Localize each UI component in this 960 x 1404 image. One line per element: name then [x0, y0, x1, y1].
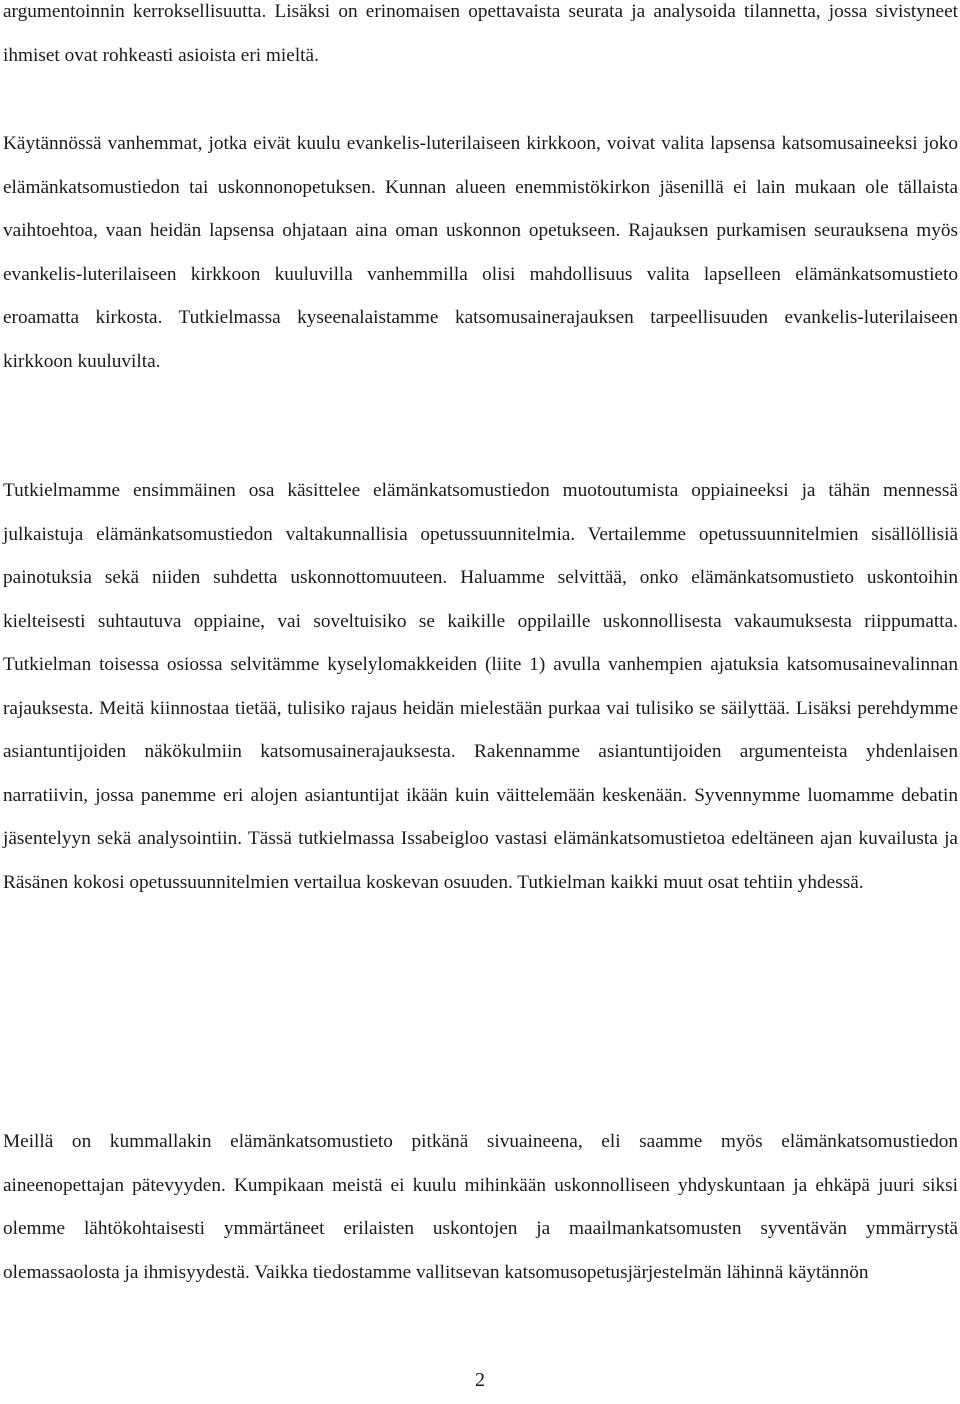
paragraph-4: Meillä on kummallakin elämänkatsomustieto pitkänä sivuaineena, eli saamme myös elämänkatsomustiedon aineenopettajan pätevyyden. Kumpikaan meistä ei kuulu mihinkään uskonnolliseen yhdyskuntaan ja ehkäpä juuri siksi olemme lähtökohtaisesti ymmärtäneet erilaisten uskontojen ja maailmankatsomusten syventävän ymmärrystä olemassaolosta ja ihmisyydestä. Vaikka tiedostamme vallitsevan katsomusopetusjärjestelmän lähinnä käytännön — [3, 1131, 958, 1283]
paragraph-1: argumentoinnin kerroksellisuutta. Lisäksi on erinomaisen opettavaista seurata ja analysoida tilannetta, jossa sivistyneet ihmiset ovat rohkeasti asioista eri mieltä. — [3, 1, 958, 66]
page-number: 2 — [475, 1369, 485, 1391]
paragraph-2: Käytännössä vanhemmat, jotka eivät kuulu evankelis-luterilaiseen kirkkoon, voivat valita lapsensa katsomusaineeksi joko elämänkatsomustiedon tai uskonnonopetuksen. Kunnan alueen enemmistökirkon jäsenillä ei lain mukaan ole tällaista vaihtoehtoa, vaan heidän lapsensa ohjataan aina oman uskonnon opetukseen. Rajauksen purkamisen seurauksena myös evankelis-luterilaiseen kirkkoon kuuluvilla vanhemmilla olisi mahdollisuus valita lapselleen elämänkatsomustieto eroamatta kirkosta. Tutkielmassa kyseenalaistamme katsomusainerajauksen tarpeellisuuden evankelis-luterilaiseen kirkkoon kuuluvilta. — [3, 133, 958, 372]
paragraph-3: Tutkielmamme ensimmäinen osa käsittelee elämänkatsomustiedon muotoutumista oppiaineeksi ja tähän mennessä julkaistuja elämänkatsomustiedon valtakunnallisia opetussuunnitelmia. Vertailemme opetussuunnitelmien sisällöllisiä painotuksia sekä niiden suhdetta uskonnottomuuteen. Haluamme selvittää, onko elämänkatsomustieto uskontoihin kielteisesti suhtautuva oppiaine, vai soveltuisiko se kaikille oppilaille uskonnollisesta vakaumuksesta riippumatta. Tutkielman toisessa osiossa selvitämme kyselylomakkeiden (liite 1) avulla vanhempien ajatuksia katsomusainevalinnan rajauksesta. Meitä kiinnostaa tietää, tulisiko rajaus heidän mielestään purkaa vai tulisiko se säilyttää. Lisäksi perehdymme asiantuntijoiden näkökulmiin katsomusainerajauksesta. Rakennamme asiantuntijoiden argumenteista yhdenlaisen narratiivin, jossa panemme eri alojen asiantuntijat ikään kuin väittelemään keskenään. Syvennymme luomamme debatin jäsentelyyn sekä analysointiin. Tässä tutkielmassa Issabeigloo vastasi elämänkatsomustietoa edeltäneen ajan kuvailusta ja Räsänen kokosi opetussuunnitelmien vertailua koskevan osuuden. Tutkielman kaikki muut osat tehtiin yhdessä. — [3, 480, 958, 893]
